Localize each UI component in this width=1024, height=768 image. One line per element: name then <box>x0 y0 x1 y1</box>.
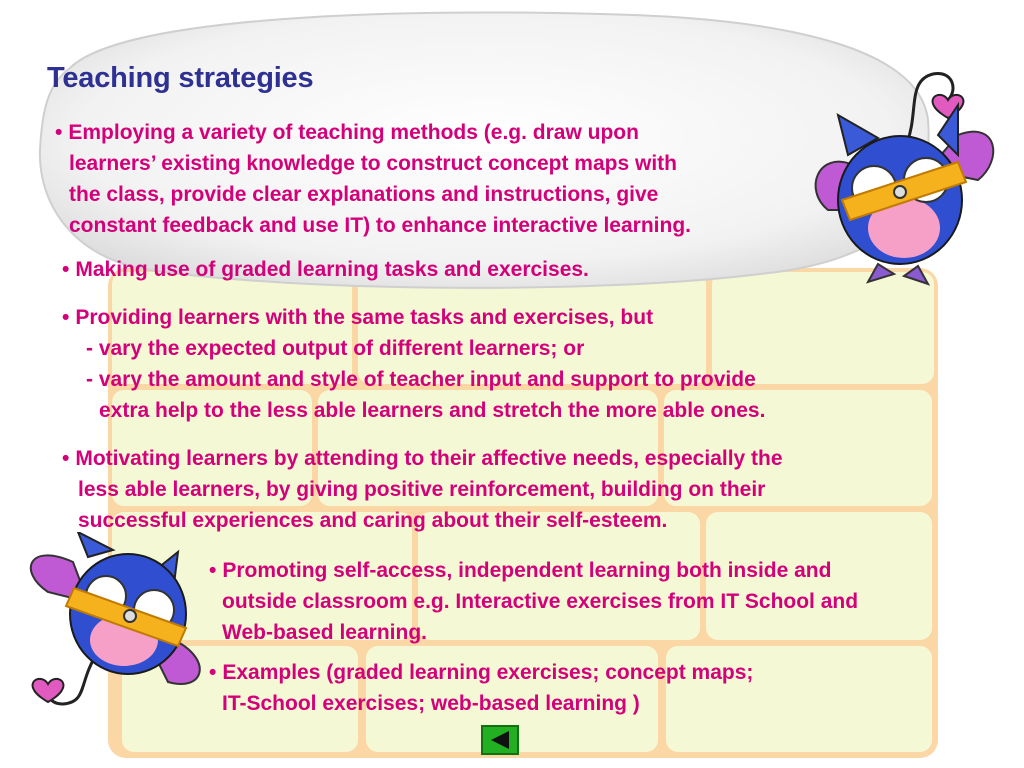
bullet-marker: • <box>62 258 70 281</box>
bullet-subline: - vary the amount and style of teacher input and support to provide <box>86 368 756 391</box>
bullet-teaching-methods <box>55 117 691 241</box>
bullet-line: • Employing a variety of teaching methods (e.g. draw upon <box>55 121 639 144</box>
bullet-line: • Motivating learners by attending to their affective needs, especially the <box>62 447 783 470</box>
bullet-line: • Promoting self-access, independent learning both inside and <box>209 559 832 582</box>
bullet-line: Web-based learning. <box>222 621 427 644</box>
bullet-self-access <box>209 555 858 648</box>
back-button[interactable] <box>481 725 519 755</box>
bullet-same-tasks <box>62 302 765 426</box>
bullet-subline: - vary the expected output of different learners; or <box>86 337 585 360</box>
owl-mascot-icon <box>808 60 998 300</box>
bullet-line: • Making use of graded learning tasks and exercises. <box>62 258 589 281</box>
bullet-marker: • <box>55 121 63 144</box>
bullet-motivating <box>62 443 783 536</box>
bullet-line: successful experiences and caring about their self-esteem. <box>78 509 668 532</box>
bullet-line: less able learners, by giving positive reinforcement, building on their <box>78 478 766 501</box>
bullet-marker: • <box>62 306 70 329</box>
bullet-line: IT-School exercises; web-based learning ) <box>222 692 640 715</box>
triangle-left-icon <box>483 727 517 753</box>
bullet-marker: • <box>209 661 217 684</box>
slide-title: Teaching strategies <box>47 62 314 94</box>
owl-mascot-icon <box>18 532 218 722</box>
bullet-subline: extra help to the less able learners and stretch the more able ones. <box>99 399 766 422</box>
bullet-line: • Examples (graded learning exercises; concept maps; <box>209 661 754 684</box>
bullet-line: constant feedback and use IT) to enhance interactive learning. <box>69 214 691 237</box>
bullet-examples <box>209 657 753 719</box>
bullet-line: • Providing learners with the same tasks and exercises, but <box>62 306 654 329</box>
bullet-line: the class, provide clear explanations and instructions, give <box>69 183 659 206</box>
bullet-graded-tasks <box>62 254 589 285</box>
bullet-line: learners’ existing knowledge to construct concept maps with <box>69 152 677 175</box>
bullet-line: outside classroom e.g. Interactive exercises from IT School and <box>222 590 859 613</box>
bullet-marker: • <box>209 559 217 582</box>
bullet-marker: • <box>62 447 70 470</box>
